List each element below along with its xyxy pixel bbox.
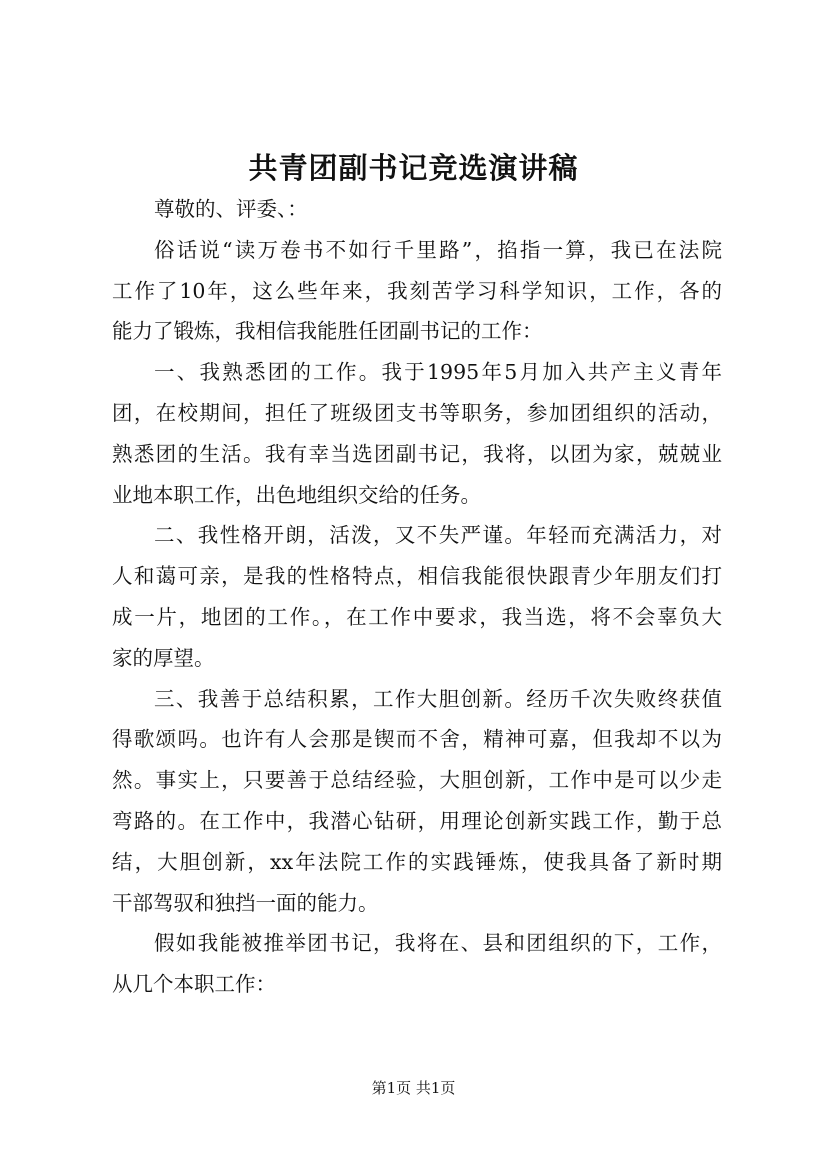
paragraph-line: 一、我熟悉团的工作。我于1995年5月加入共产主义青年 <box>154 360 722 385</box>
paragraph-line: 得歌颂吗。也许有人会那是锲而不舍，精神可嘉，但我却不以为 <box>112 727 722 752</box>
paragraph-line: 俗话说“读万卷书不如行千里路”，掐指一算，我已在法院 <box>154 237 722 262</box>
paragraph-line: 团，在校期间，担任了班级团支书等职务，参加团组织的活动， <box>112 400 722 425</box>
paragraph-line: 干部驾驭和独挡一面的能力。 <box>112 890 379 915</box>
paragraph-line: 能力了锻炼，我相信我能胜任团副书记的工作： <box>112 319 543 344</box>
paragraph-line: 假如我能被推举团书记，我将在、县和团组织的下，工作， <box>154 931 722 956</box>
paragraph-line: 三、我善于总结积累，工作大胆创新。经历千次失败终获值 <box>154 686 722 711</box>
paragraph-line: 人和蔼可亲，是我的性格特点，相信我能很快跟青少年朋友们打 <box>112 564 722 589</box>
paragraph-line: 然。事实上，只要善于总结经验，大胆创新，工作中是可以少走 <box>112 768 722 793</box>
document-body <box>112 189 722 1005</box>
paragraph-line: 家的厚望。 <box>112 645 215 670</box>
page-footer: 第1页 共1页 <box>371 1079 456 1097</box>
paragraph-line: 结，大胆创新，xx年法院工作的实践锤炼，使我具备了新时期 <box>112 849 722 874</box>
paragraph-line: 从几个本职工作： <box>112 972 276 997</box>
paragraph-line: 二、我性格开朗，活泼，又不失严谨。年轻而充满活力，对 <box>154 523 722 548</box>
paragraph-line: 熟悉团的生活。我有幸当选团副书记，我将，以团为家，兢兢业 <box>112 441 722 466</box>
paragraph-line: 工作了10年，这么些年来，我刻苦学习科学知识，工作，各的 <box>112 278 722 303</box>
paragraph-line: 业地本职工作，出色地组织交给的任务。 <box>112 482 481 507</box>
paragraph-line: 成一片，地团的工作。，在工作中要求，我当选，将不会辜负大 <box>112 604 722 629</box>
paragraph-line: 弯路的。在工作中，我潜心钻研，用理论创新实践工作，勤于总 <box>112 808 722 833</box>
salutation-line: 尊敬的、评委、： <box>154 197 308 221</box>
document-title: 共青团副书记竞选演讲稿 <box>248 151 579 185</box>
